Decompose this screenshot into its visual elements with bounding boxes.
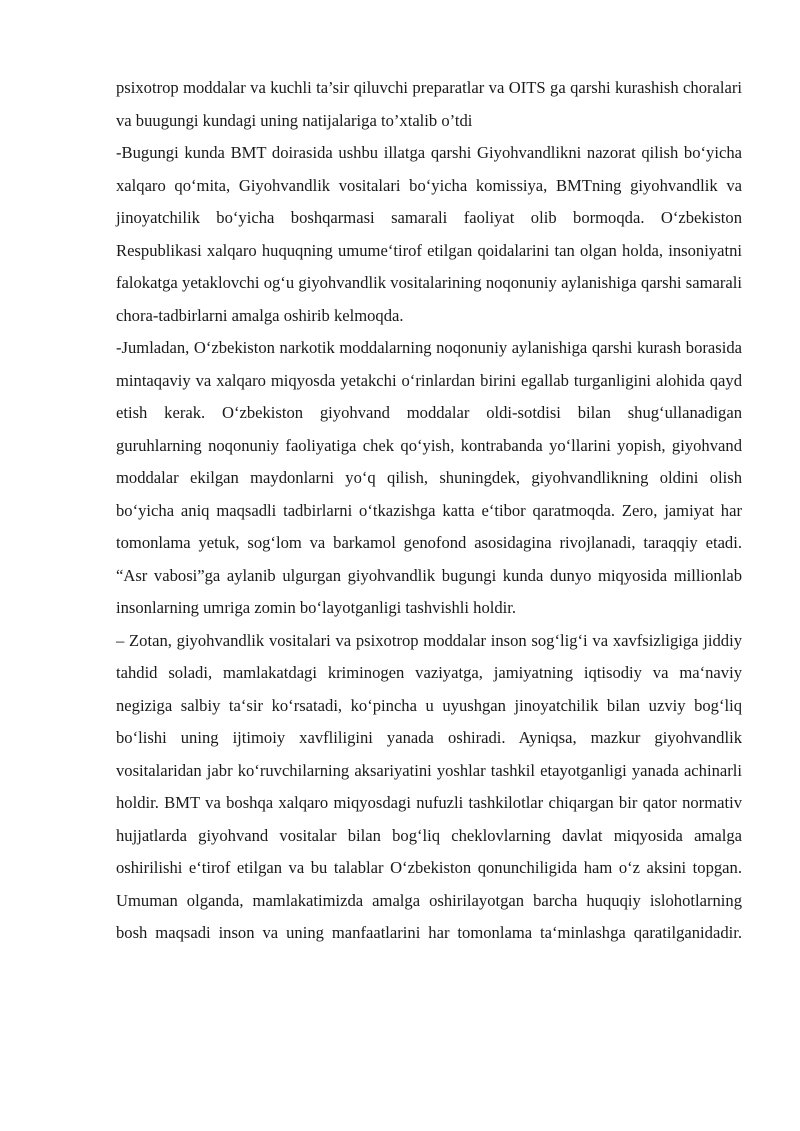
document-body [116,72,742,950]
paragraph-intro: psixotrop moddalar va kuchli ta’sir qiluvchi preparatlar va OITS ga qarshi kurashish choralari va buugungi kundagi uning natijalariga to’xtalib o’tdi [116,78,742,130]
paragraph-regional-leadership: -Jumladan, O‘zbekiston narkotik moddalarning noqonuniy aylanishiga qarshi kurash borasida mintaqaviy va xalqaro miqyosda yetakchi o‘rinlardan birini egallab turganligini alohida qayd etish kerak. O‘zbekiston giyohvand moddalar oldi-sotdisi bilan shug‘ullanadigan guruhlarning noqonuniy faoliyatiga chek qo‘yish, kontrabanda yo‘llarini yopish, giyohvand moddalar ekilgan maydonlarni yo‘q qilish, shuningdek, giyohvandlikning oldini olish bo‘yicha aniq maqsadli tadbirlarni o‘tkazishga katta e‘tibor qaratmoqda. Zero, jamiyat har tomonlama yetuk, sog‘lom va barkamol genofond asosidagina rivojlanadi, taraqqiy etadi. “Asr vabosi”ga aylanib ulgurgan giyohvandlik bugungi kunda dunyo miqyosida millionlab insonlarning umriga zomin bo‘layotganligi tashvishli holdir. [116,338,742,617]
paragraph-un-bodies: -Bugungi kunda BMT doirasida ushbu illatga qarshi Giyohvandlikni nazorat qilish bo‘yicha xalqaro qo‘mita, Giyohvandlik vositalari bo‘yicha komissiya, BMTning giyohvandlik va jinoyatchilik bo‘yicha boshqarmasi samarali faoliyat olib bormoqda. O‘zbekiston Respublikasi xalqaro huquqning umume‘tirof etilgan qoidalarini tan olgan holda, insoniyatni falokatga yetaklovchi og‘u giyohvandlik vositalarining noqonuniy aylanishiga qarshi samarali chora-tadbirlarni amalga oshirib kelmoqda. [116,143,742,325]
paragraph-threat-and-reforms: – Zotan, giyohvandlik vositalari va psixotrop moddalar inson sog‘lig‘i va xavfsizligiga jiddiy tahdid soladi, mamlakatdagi kriminogen vaziyatga, jamiyatning iqtisodiy va ma‘naviy negiziga salbiy ta‘sir ko‘rsatadi, ko‘pincha u uyushgan jinoyatchilik bilan uzviy bog‘liq bo‘lishi uning ijtimoiy xavfliligini yanada oshiradi. Ayniqsa, mazkur giyohvandlik vositalaridan jabr ko‘ruvchilarning aksariyatini yoshlar tashkil etayotganligi yanada achinarli holdir. BMT va boshqa xalqaro miqyosdagi nufuzli tashkilotlar chiqargan bir qator normativ hujjatlarda giyohvand vositalar bilan bog‘liq cheklovlarning davlat miqyosida amalga oshirilishi e‘tirof etilgan va bu talablar O‘zbekiston qonunchiligida ham o‘z aksini topgan. Umuman olganda, mamlakatimizda amalga oshirilayotgan barcha huquqiy islohotlarning bosh maqsadi inson va uning manfaatlarini har tomonlama ta‘minlashga qaratilganidadir. [116,630,742,942]
